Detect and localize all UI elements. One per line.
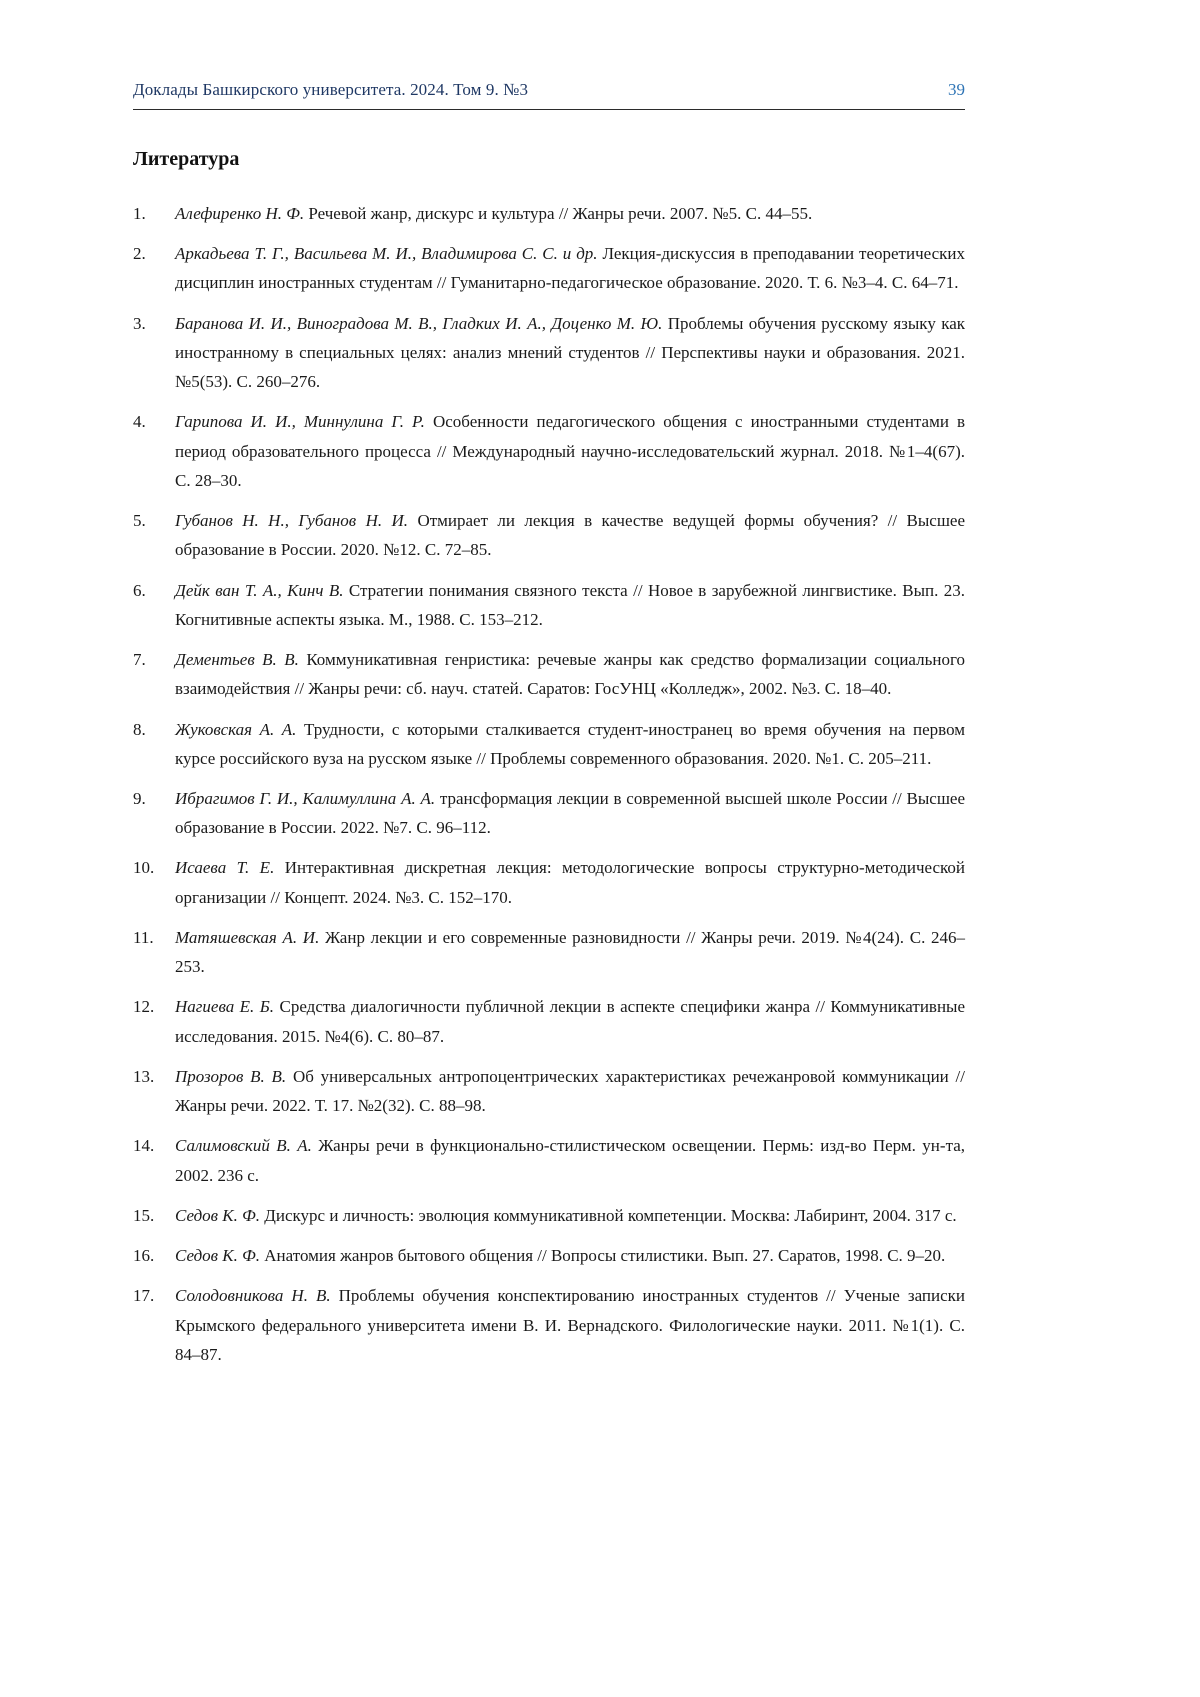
reference-number: 15. [133,1205,155,1225]
reference-authors: Ибрагимов Г. И., Калимуллина А. А. [175,788,436,808]
reference-text [175,784,965,842]
references-list [133,199,965,1369]
reference-authors: Аркадьева Т. Г., Васильева М. И., Владимирова С. С. и др. [175,244,598,264]
reference-number: 13. [133,1066,155,1086]
reference-citation: Коммуникативная генристика: речевые жанры как средство формализации социального взаимодействия // Жанры речи: сб. науч. статей. Саратов: ГосУНЦ «Колледж», 2002. №3. С. 18–40. [175,650,965,699]
reference-number: 4. [133,412,146,432]
reference-citation: Жанры речи в функционально-стилистическом освещении. Пермь: изд-во Перм. ун-та, 2002. 236 с. [175,1136,965,1185]
section-title: Литература [133,148,240,170]
journal-title: Доклады Башкирского университета. 2024. Том 9. №3 [133,80,529,99]
reference-text [175,239,965,297]
reference-authors: Дейк ван Т. А., Кинч В. [175,580,344,600]
reference-item [133,1241,965,1270]
reference-text [175,1062,965,1120]
reference-authors: Прозоров В. В. [175,1066,287,1086]
reference-citation: Интерактивная дискретная лекция: методологические вопросы структурно-методической организации // Концепт. 2024. №3. С. 152–170. [175,858,966,907]
reference-citation: Отмирает ли лекция в качестве ведущей формы обучения? // Высшее образование в России. 2020. №12. С. 72–85. [175,511,966,560]
reference-authors: Солодовникова Н. В. [175,1286,331,1306]
reference-number: 6. [133,580,146,600]
reference-item [133,199,965,228]
reference-item [133,992,965,1050]
reference-number: 9. [133,788,146,808]
reference-authors: Жуковская А. А. [175,719,297,739]
reference-number: 17. [133,1286,155,1306]
reference-number: 5. [133,511,146,531]
reference-text [175,1131,965,1189]
reference-authors: Салимовский В. А. [175,1136,312,1156]
reference-authors: Исаева Т. Е. [175,858,275,878]
reference-text [175,992,965,1050]
reference-item [133,784,965,842]
reference-authors: Седов К. Ф. [175,1246,261,1266]
reference-number: 10. [133,858,155,878]
reference-text [175,923,965,981]
reference-item [133,576,965,634]
reference-item [133,407,965,495]
reference-text [175,1281,965,1369]
reference-number: 14. [133,1136,155,1156]
reference-authors: Нагиева Е. Б. [175,997,275,1017]
reference-authors: Матяшевская А. И. [175,927,320,947]
reference-text [175,853,965,911]
reference-text [175,576,965,634]
reference-authors: Баранова И. И., Виноградова М. В., Гладких И. А., Доценко М. Ю. [175,313,663,333]
reference-text [175,199,965,228]
reference-citation: Дискурс и личность: эволюция коммуникативной компетенции. Москва: Лабиринт, 2004. 317 с. [264,1205,957,1225]
reference-citation: Средства диалогичности публичной лекции в аспекте специфики жанра // Коммуникативные исследования. 2015. №4(6). С. 80–87. [175,997,966,1046]
reference-authors: Губанов Н. Н., Губанов Н. И. [175,511,409,531]
reference-item [133,309,965,397]
reference-text [175,715,965,773]
reference-text [175,309,965,397]
reference-number: 1. [133,204,146,223]
reference-text [175,1241,965,1270]
reference-item [133,506,965,564]
reference-text [175,645,965,703]
reference-item [133,1062,965,1120]
page-number: 39 [948,80,965,99]
reference-item [133,853,965,911]
reference-citation: Трудности, с которыми сталкивается студент-иностранец во время обучения на первом курсе российского вуза на русском языке // Проблемы современного образования. 2020. №1. С. 205–211. [175,719,966,768]
reference-citation: Особенности педагогического общения с иностранными студентами в период образовательного процесса // Международный научно-исследовательский журнал. 2018. №1–4(67). С. 28–30. [175,412,965,490]
running-head [133,80,965,110]
reference-number: 2. [133,244,146,264]
reference-authors: Дементьев В. В. [175,650,299,670]
reference-citation: Речевой жанр, дискурс и культура // Жанры речи. 2007. №5. С. 44–55. [308,204,813,223]
reference-citation: Жанр лекции и его современные разновидности // Жанры речи. 2019. №4(24). С. 246–253. [175,927,965,977]
reference-citation: трансформация лекции в современной высшей школе России // Высшее образование в России. 2022. №7. С. 96–112. [175,788,965,838]
reference-citation: Проблемы обучения русскому языку как иностранному в специальных целях: анализ мнений студентов // Перспективы науки и образования. 2021. №5(53). С. 260–276. [175,313,966,392]
reference-authors: Гарипова И. И., Миннулина Г. Р. [175,412,425,432]
reference-item [133,715,965,773]
reference-number: 16. [133,1246,155,1266]
reference-number: 7. [133,650,146,670]
reference-item [133,923,965,981]
reference-number: 11. [133,927,154,947]
reference-citation: Проблемы обучения конспектированию иностранных студентов // Ученые записки Крымского федерального университета имени В. И. Вернадского. Филологические науки. 2011. №1(1). С. 84–87. [175,1286,965,1364]
reference-text [175,1201,965,1230]
reference-number: 3. [133,313,146,333]
reference-item [133,1281,965,1369]
reference-citation: Стратегии понимания связного текста // Новое в зарубежной лингвистике. Вып. 23. Когнитивные аспекты языка. М., 1988. С. 153–212. [175,580,965,629]
reference-text [175,506,965,564]
reference-authors: Седов К. Ф. [175,1205,261,1225]
reference-authors: Алефиренко Н. Ф. [175,204,305,223]
reference-item [133,645,965,703]
reference-citation: Анатомия жанров бытового общения // Вопросы стилистики. Вып. 27. Саратов, 1998. С. 9–20. [264,1246,946,1266]
reference-item [133,1131,965,1189]
reference-citation: Лекция-дискуссия в преподавании теоретических дисциплин иностранных студентам // Гуманитарно-педагогическое образование. 2020. Т. 6. №3–4. С. 64–71. [175,244,966,293]
reference-item [133,1201,965,1230]
reference-text [175,407,965,495]
reference-number: 8. [133,719,146,739]
reference-number: 12. [133,997,155,1017]
reference-item [133,239,965,297]
reference-citation: Об универсальных антропоцентрических характеристиках речежанровой коммуникации // Жанры речи. 2022. Т. 17. №2(32). С. 88–98. [175,1066,965,1116]
